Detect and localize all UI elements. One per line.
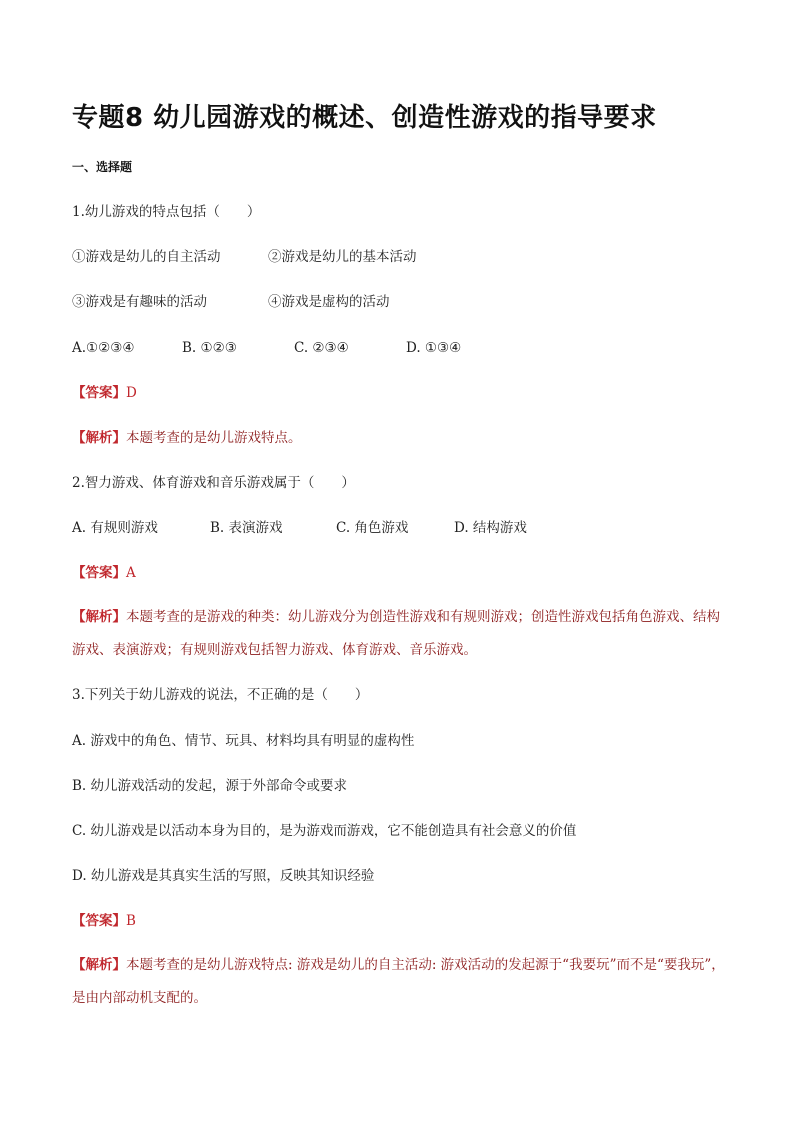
question-1-analysis <box>72 428 302 448</box>
option-b: B. 幼儿游戏活动的发起，源于外部命令或要求 <box>72 778 348 794</box>
analysis-tag: 【解析】 <box>72 957 126 973</box>
option-c: C. 角色游戏 <box>336 520 409 536</box>
question-2-answer <box>72 563 136 583</box>
option-c: C. 幼儿游戏是以活动本身为目的，是为游戏而游戏，它不能创造具有社会意义的价值 <box>72 823 577 839</box>
option-d: D. 幼儿游戏是其真实生活的写照，反映其知识经验 <box>72 868 375 884</box>
question-2-analysis <box>72 601 727 667</box>
option-a: A. 游戏中的角色、情节、玩具、材料均具有明显的虚构性 <box>72 733 415 749</box>
option-a: A.①②③④ <box>72 340 135 356</box>
statement-1: ①游戏是幼儿的自主活动 <box>72 249 221 265</box>
statement-3: ③游戏是有趣味的活动 <box>72 294 207 310</box>
answer-tag: 【答案】 <box>72 565 126 581</box>
option-b: B. 表演游戏 <box>210 520 283 536</box>
question-1-statements-row-1 <box>72 247 417 267</box>
answer-tag: 【答案】 <box>72 385 126 401</box>
option-d: D. 结构游戏 <box>454 520 527 536</box>
page-title: 专题8 幼儿园游戏的概述、创造性游戏的指导要求 <box>72 103 657 133</box>
analysis-tag: 【解析】 <box>72 430 126 446</box>
section-heading: 一、选择题 <box>72 160 133 174</box>
analysis-text: 本题考查的是幼儿游戏特点。 <box>126 430 302 446</box>
question-2-options <box>72 518 527 538</box>
question-1-options <box>72 338 461 358</box>
question-3-stem: 3.下列关于幼儿游戏的说法，不正确的是（ ） <box>72 687 369 703</box>
question-1-statements-row-2 <box>72 292 390 312</box>
answer-value: A <box>126 565 136 581</box>
question-3-analysis <box>72 949 727 1015</box>
option-c: C. ②③④ <box>294 340 349 356</box>
question-1-stem: 1.幼儿游戏的特点包括（ ） <box>72 204 261 220</box>
answer-tag: 【答案】 <box>72 913 126 929</box>
analysis-tag: 【解析】 <box>72 609 126 625</box>
analysis-text: 本题考查的是游戏的种类：幼儿游戏分为创造性游戏和有规则游戏；创造性游戏包括角色游戏、结构游戏、表演游戏；有规则游戏包括智力游戏、体育游戏、音乐游戏。 <box>72 609 720 658</box>
question-1-answer <box>72 383 137 403</box>
question-3-answer <box>72 911 136 931</box>
statement-4: ④游戏是虚构的活动 <box>268 294 390 310</box>
answer-value: B <box>126 913 136 929</box>
analysis-text: 本题考查的是幼儿游戏特点: 游戏是幼儿的自主活动: 游戏活动的发起源于“我要玩”而不是“要我玩”，是由内部动机支配的。 <box>72 957 725 1006</box>
question-2-stem: 2.智力游戏、体育游戏和音乐游戏属于（ ） <box>72 475 355 491</box>
option-d: D. ①③④ <box>406 340 462 356</box>
option-b: B. ①②③ <box>182 340 237 356</box>
option-a: A. 有规则游戏 <box>72 520 158 536</box>
statement-2: ②游戏是幼儿的基本活动 <box>268 249 417 265</box>
answer-value: D <box>126 385 137 401</box>
